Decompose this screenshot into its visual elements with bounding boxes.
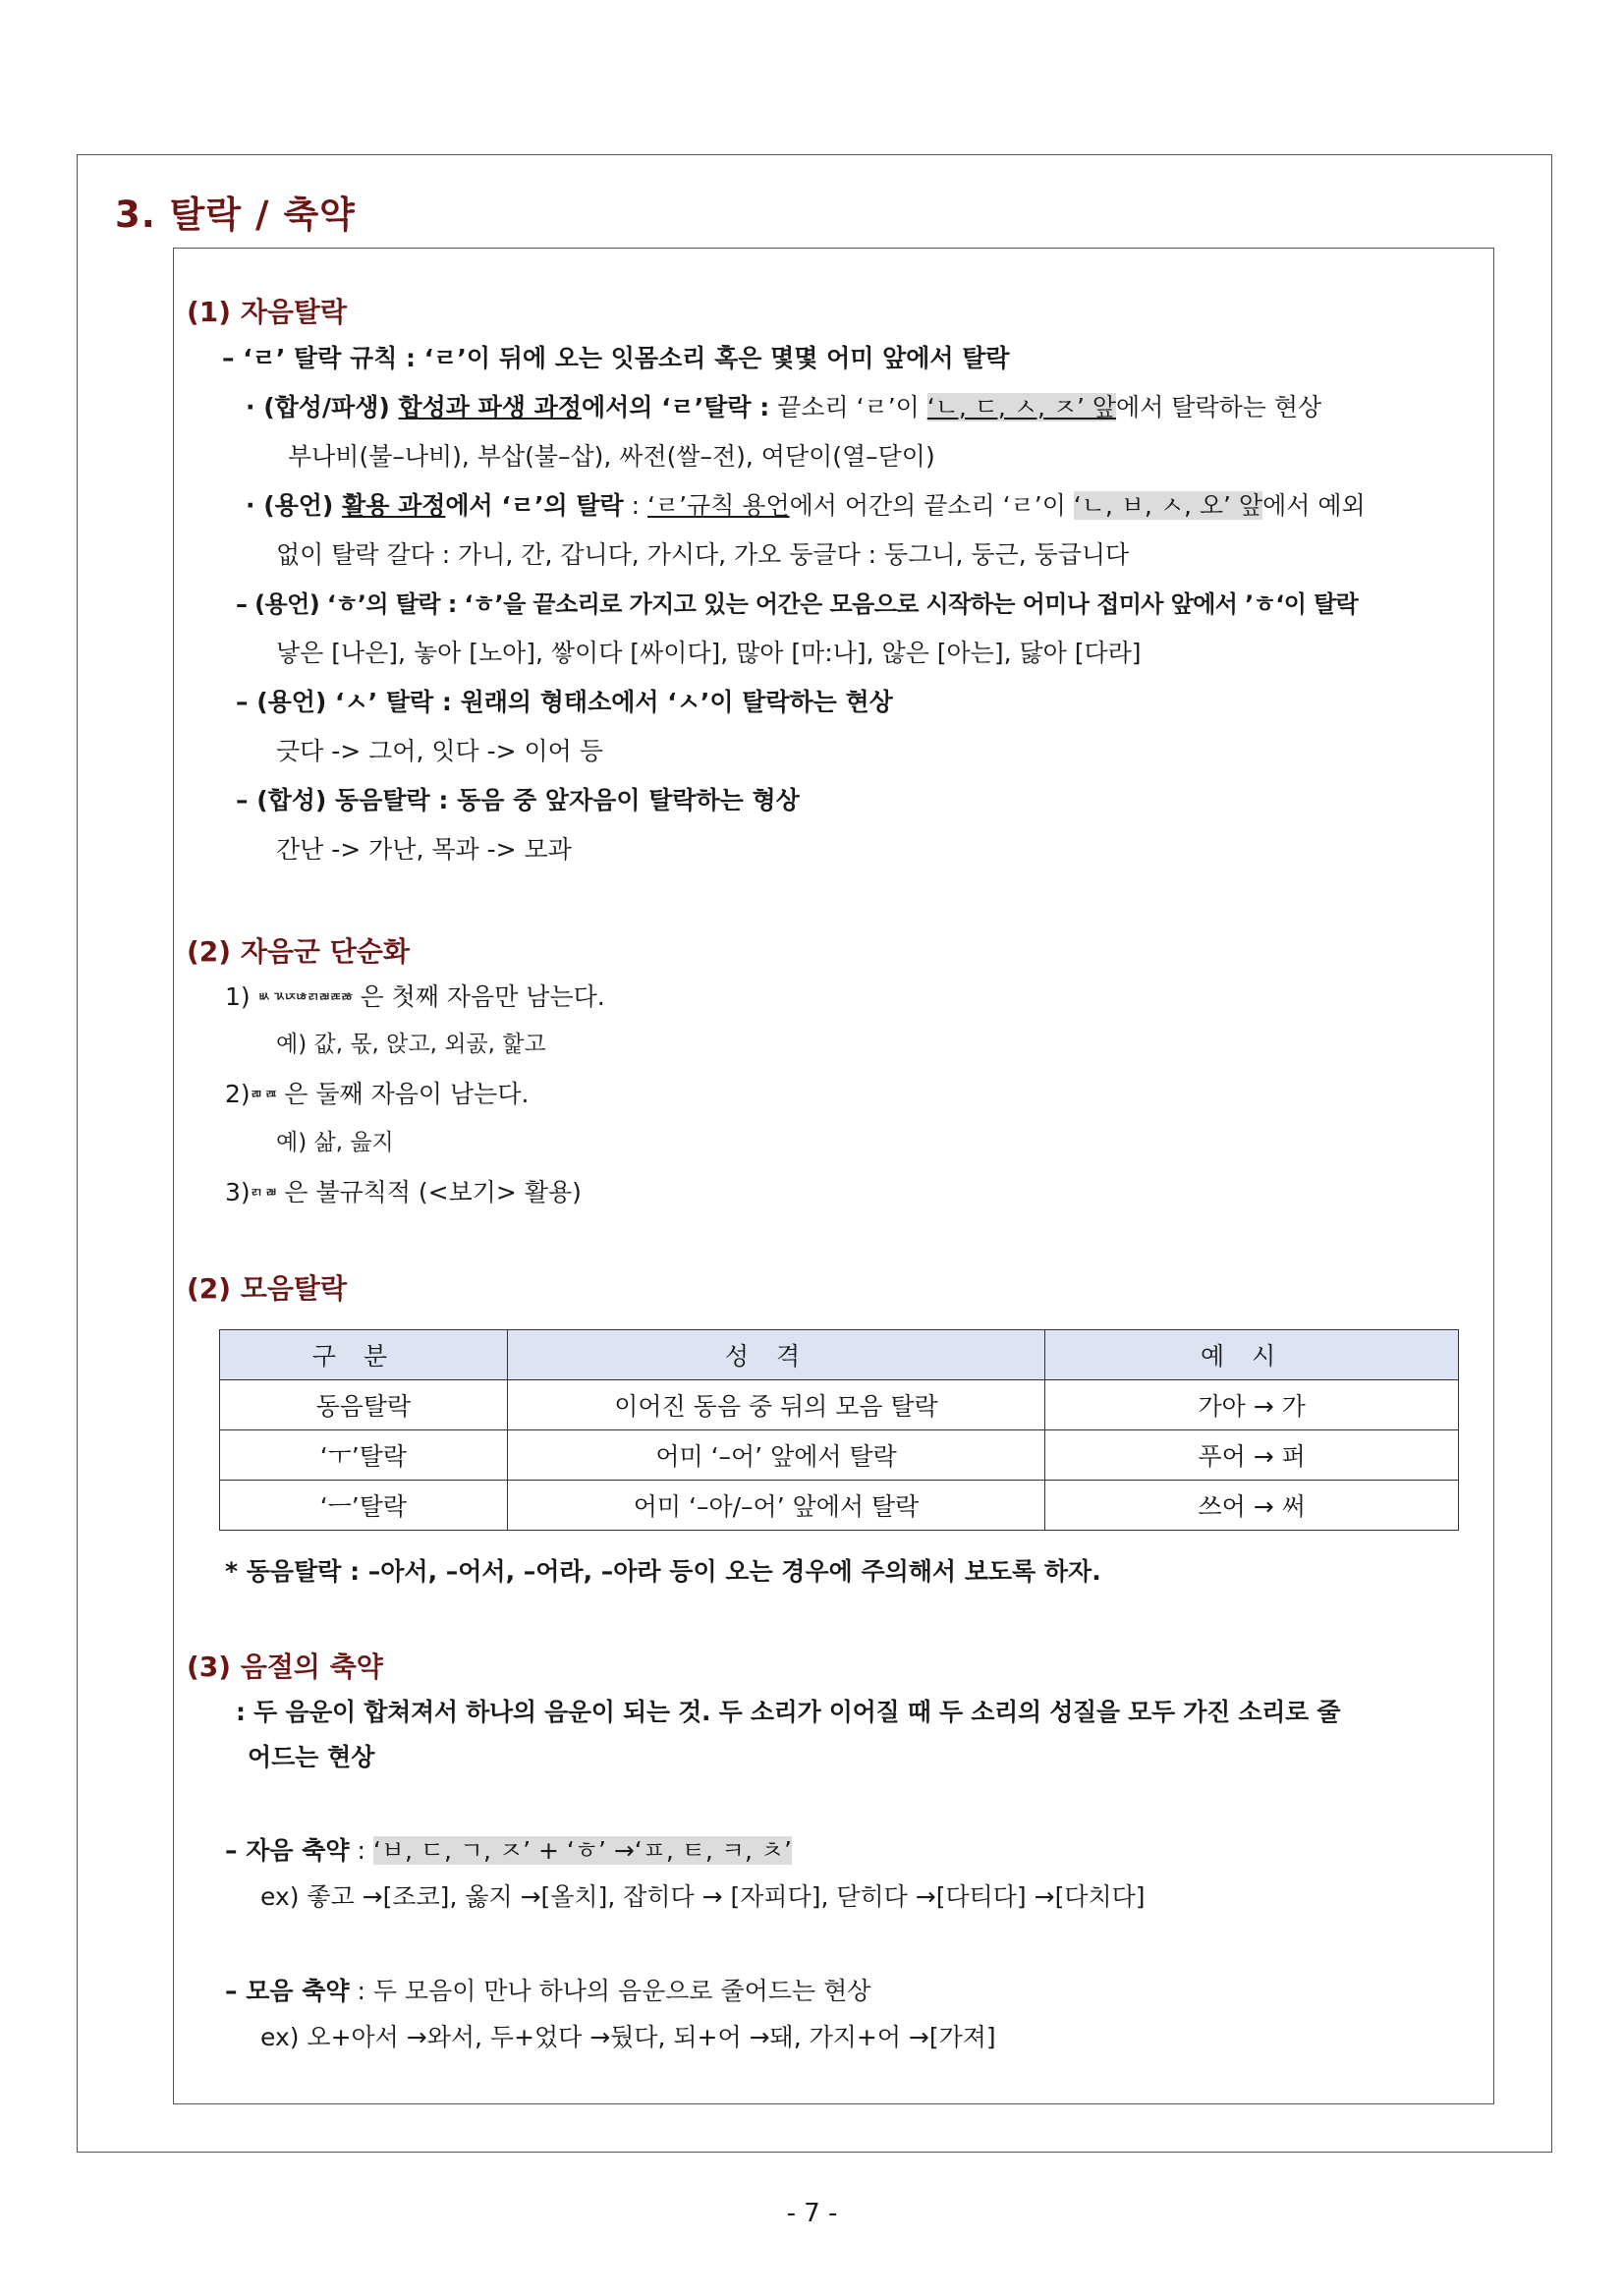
table-header: 예시 [1045,1330,1459,1380]
vowel-deletion-note: * 동음탈락 : –아서, –어서, –어라, –아라 등이 오는 경우에 주의해서 보도록 하자. [225,1557,1101,1586]
rule-s-deletion: – (용언) ‘ㅅ’ 탈락 : 원래의 형태소에서 ‘ㅅ’이 탈락하는 현상 [236,688,893,716]
content-box [173,248,1494,2104]
table-header-row [220,1330,1459,1380]
table-cell: 푸어 → 퍼 [1045,1430,1459,1481]
rule-label-rest: 에서의 ‘ㄹ’탈락 : [581,393,770,421]
rule-number: 1) [225,982,258,1011]
table-header: 구분 [220,1330,508,1380]
rule-same-sound-deletion: – (합성) 동음탈락 : 동음 중 앞자음이 탈락하는 형상 [236,786,800,814]
heading-vowel-deletion: (2) 모음탈락 [187,1272,348,1305]
rule-desc-rest: 에서 탈락하는 현상 [1116,393,1322,421]
table-cell: 이어진 동음 중 뒤의 모음 탈락 [507,1380,1045,1430]
rule-text: 은 둘째 자음이 남는다. [276,1080,530,1108]
page-number: - 7 - [786,2199,838,2228]
rule-highlight: ‘ㄴ, ㄷ, ㅅ, ㅈ’ 앞 [926,393,1117,421]
rule-colon: : [349,1836,373,1865]
consonant-contraction [225,1835,792,1867]
example-line: 긋다 -> 그어, 잇다 -> 이어 등 [276,737,603,765]
cluster-rule-3 [225,1177,582,1209]
table-cell: 동음탈락 [220,1380,508,1430]
section-title: 3. 탈락 / 축약 [115,194,356,236]
contraction-definition: : 두 음운이 합쳐져서 하나의 음운이 되는 것. 두 소리가 이어질 때 두 소리의 성질을 모두 가진 소리로 줄 [236,1698,1341,1726]
vowel-deletion-table [219,1329,1459,1531]
table-cell: 쓰어 → 써 [1045,1481,1459,1531]
rule-label: · (합성/파생) [246,393,399,421]
heading-cluster-simplification: (2) 자음군 단순화 [187,935,410,968]
table-row [220,1380,1459,1430]
vowel-contraction [225,1976,870,2007]
rule-desc: : 두 모음이 만나 하나의 음운으로 줄어드는 현상 [349,1977,871,2005]
rule-text: 은 첫째 자음만 남는다. [352,982,605,1011]
rule-colon: : [623,491,648,520]
table-header: 성격 [507,1330,1045,1380]
cluster-letters: ㅄ ㄳㄵㄶㄺㄼㄾㅀ [257,990,353,1005]
rule-text: 은 불규칙적 (<보기> 활용) [276,1178,582,1206]
rule-desc: 에서 어간의 끝소리 ‘ㄹ’이 [789,491,1074,520]
example-line: 낳은 [나은], 놓아 [노아], 쌓이다 [싸이다], 많아 [마:나], 않은 [아는], 닳아 [다라] [276,639,1142,667]
heading-syllable-contraction: (3) 음절의 축약 [187,1651,383,1683]
example-line: ex) 좋고 →[조코], 옳지 →[올치], 잡히다 → [자피다], 닫히다 →[다티다] →[다치다] [260,1882,1146,1911]
rule-label-rest: 에서 ‘ㄹ’의 탈락 [445,491,624,520]
rule-label: – 모음 축약 [225,1977,350,2005]
contraction-definition-cont: 어드는 현상 [248,1743,375,1771]
rule-highlight: ‘ㅂ, ㄷ, ㄱ, ㅈ’ + ‘ㅎ’ →‘ㅍ, ㅌ, ㅋ, ㅊ’ [372,1836,792,1865]
rule-label: · (용언) [246,491,343,520]
rule-compound-derivation [246,392,1321,423]
rule-desc: 끝소리 ‘ㄹ’이 [769,393,927,421]
heading-consonant-deletion: (1) 자음탈락 [187,296,348,328]
rule-l-deletion: – ‘ㄹ’ 탈락 규칙 : ‘ㄹ’이 뒤에 오는 잇몸소리 혹은 몇몇 어미 앞에서 탈락 [222,344,1010,372]
example-line: 예) 값, 몫, 앉고, 외곬, 핥고 [276,1032,546,1057]
cluster-rule-1 [225,981,605,1014]
rule-underlined: 활용 과정 [342,491,446,520]
rule-highlight: ‘ㄴ, ㅂ, ㅅ, 오’ 앞 [1073,491,1263,520]
table-cell: 가아 → 가 [1045,1380,1459,1430]
cluster-letters: ㄺ ㄼ [250,1186,277,1201]
cluster-letters: ㄻ ㄿ [250,1088,277,1102]
example-line: 없이 탈락 갈다 : 가니, 간, 갑니다, 가시다, 가오 둥글다 : 둥그니, 둥근, 둥급니다 [276,540,1130,569]
rule-number: 3) [225,1178,251,1206]
table-cell: 어미 ‘–어’ 앞에서 탈락 [507,1430,1045,1481]
example-line: ex) 오+아서 →와서, 두+었다 →뒀다, 되+어 →돼, 가지+어 →[가져] [260,2023,996,2051]
example-line: 간난 -> 가난, 목과 -> 모과 [276,835,572,864]
example-line: 예) 삶, 읊지 [276,1130,394,1155]
rule-label: – 자음 축약 [225,1836,350,1865]
rule-conjugation [246,490,1366,522]
table-cell: ‘ㅡ’탈락 [220,1481,508,1531]
table-row [220,1481,1459,1531]
example-line: 부나비(불–나비), 부삽(불–삽), 싸전(쌀–전), 여닫이(열–닫이) [288,442,935,471]
rule-underlined-2: ‘ㄹ’규칙 용언 [647,491,790,520]
rule-desc-rest: 에서 예외 [1262,491,1366,520]
table-cell: 어미 ‘–아/–어’ 앞에서 탈락 [507,1481,1045,1531]
rule-number: 2) [225,1080,251,1108]
table-row [220,1430,1459,1481]
cluster-rule-2 [225,1079,529,1111]
rule-h-deletion: – (용언) ‘ㅎ’의 탈락 : ‘ㅎ’을 끝소리로 가지고 있는 어간은 모음으로 시작하는 어미나 접미사 앞에서 ’ㅎ‘이 탈락 [236,590,1359,618]
table-cell: ‘ㅜ’탈락 [220,1430,508,1481]
rule-underlined: 합성과 파생 과정 [398,393,582,421]
